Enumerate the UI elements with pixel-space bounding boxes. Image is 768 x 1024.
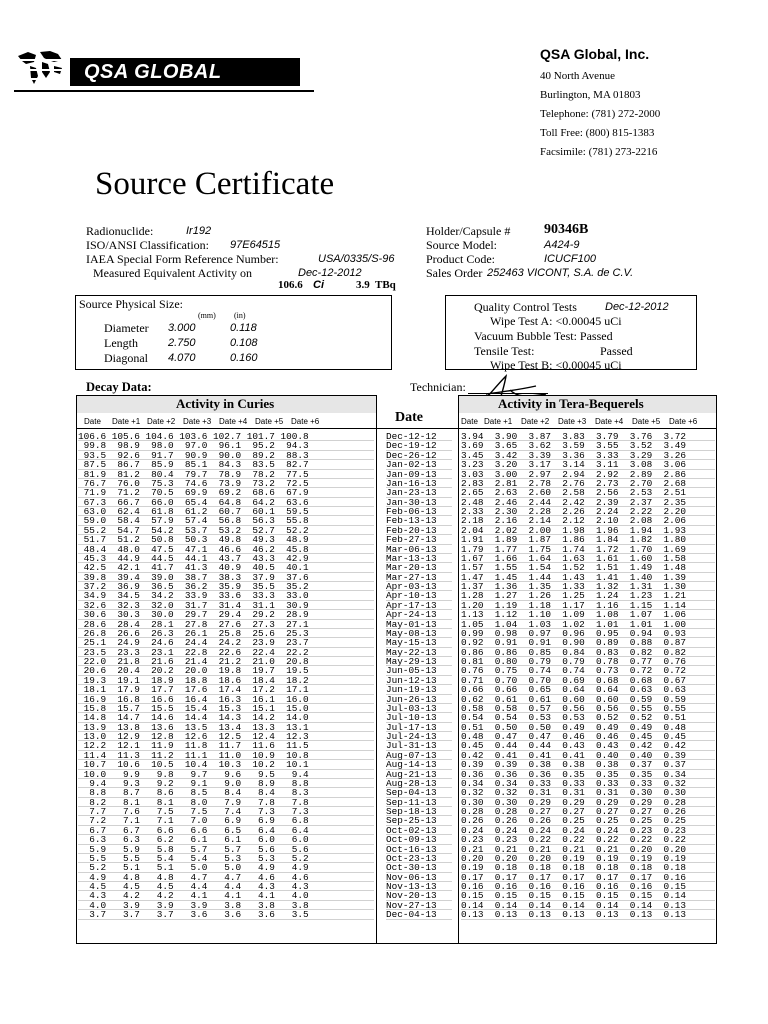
curie-row: 59.0 58.4 57.9 57.4 56.8 56.3 55.8 bbox=[78, 516, 374, 525]
date-row: Dec-26-12 bbox=[386, 451, 452, 460]
table-top-rule bbox=[76, 395, 376, 396]
tbq-row: 1.20 1.19 1.18 1.17 1.16 1.15 1.14 bbox=[461, 601, 715, 610]
date-row: Aug-07-13 bbox=[386, 751, 452, 760]
curie-row: 20.6 20.4 20.2 20.0 19.8 19.7 19.5 bbox=[78, 666, 374, 675]
tbq-row: 1.05 1.04 1.03 1.02 1.01 1.01 1.00 bbox=[461, 620, 715, 629]
date-row: Oct-23-13 bbox=[386, 854, 452, 863]
tbq-row: 3.94 3.90 3.87 3.83 3.79 3.76 3.72 bbox=[461, 432, 715, 441]
curie-col-header: Date +4 bbox=[219, 417, 248, 426]
date-row: Dec-04-13 bbox=[386, 910, 452, 919]
date-row: Oct-16-13 bbox=[386, 845, 452, 854]
tbq-row: 1.37 1.36 1.35 1.33 1.32 1.31 1.30 bbox=[461, 582, 715, 591]
tbq-row: 0.81 0.80 0.79 0.79 0.78 0.77 0.76 bbox=[461, 657, 715, 666]
date-row: Nov-27-13 bbox=[386, 901, 452, 910]
curie-row: 9.4 9.3 9.2 9.1 9.0 8.9 8.8 bbox=[78, 779, 374, 788]
tbq-table-title: Activity in Tera-Bequerels bbox=[498, 396, 644, 411]
length-mm: 2.750 bbox=[168, 337, 196, 349]
curie-row: 4.9 4.8 4.8 4.7 4.7 4.6 4.6 bbox=[78, 873, 374, 882]
curie-row: 25.1 24.9 24.6 24.4 24.2 23.9 23.7 bbox=[78, 638, 374, 647]
date-row: Jan-23-13 bbox=[386, 488, 452, 497]
date-row: May-08-13 bbox=[386, 629, 452, 638]
tbq-row: 1.47 1.45 1.44 1.43 1.41 1.40 1.39 bbox=[461, 573, 715, 582]
tbq-col-header: Date +1 bbox=[484, 417, 513, 426]
curie-row: 45.3 44.9 44.5 44.1 43.7 43.3 42.9 bbox=[78, 554, 374, 563]
date-row: Jan-09-13 bbox=[386, 470, 452, 479]
tbq-row: 0.54 0.54 0.53 0.53 0.52 0.52 0.51 bbox=[461, 713, 715, 722]
tbq-row: 0.92 0.91 0.91 0.90 0.89 0.88 0.87 bbox=[461, 638, 715, 647]
curie-row: 16.9 16.8 16.6 16.4 16.3 16.1 16.0 bbox=[78, 695, 374, 704]
curie-row: 11.4 11.3 11.2 11.1 11.0 10.9 10.8 bbox=[78, 751, 374, 760]
activity-tbq-unit: TBq bbox=[375, 279, 396, 291]
diagonal-label: Diagonal bbox=[104, 351, 148, 365]
qc-date: Dec-12-2012 bbox=[605, 301, 669, 313]
iaea-value: USA/0335/S-96 bbox=[318, 253, 395, 265]
tbq-row: 0.14 0.14 0.14 0.14 0.14 0.14 0.13 bbox=[461, 901, 715, 910]
date-row: Apr-10-13 bbox=[386, 591, 452, 600]
curie-row: 37.2 36.9 36.5 36.2 35.9 35.5 35.2 bbox=[78, 582, 374, 591]
radionuclide-label: Radionuclide: bbox=[86, 224, 154, 238]
tbq-row: 1.28 1.27 1.26 1.25 1.24 1.23 1.21 bbox=[461, 591, 715, 600]
date-row: Apr-03-13 bbox=[386, 582, 452, 591]
qc-tensile-label: Tensile Test: bbox=[474, 344, 535, 358]
mm-unit-label: (mm) bbox=[198, 311, 216, 320]
tbq-col-header: Date +2 bbox=[521, 417, 550, 426]
date-row: Mar-20-13 bbox=[386, 563, 452, 572]
date-row: May-01-13 bbox=[386, 620, 452, 629]
tbq-row: 0.66 0.66 0.65 0.64 0.64 0.63 0.63 bbox=[461, 685, 715, 694]
tbq-row: 0.15 0.15 0.15 0.15 0.15 0.15 0.14 bbox=[461, 891, 715, 900]
tbq-row: 0.28 0.28 0.27 0.27 0.27 0.27 0.26 bbox=[461, 807, 715, 816]
curie-col-header: Date bbox=[84, 417, 101, 426]
date-row: Jan-30-13 bbox=[386, 498, 452, 507]
sales-order-value: 252463 VICONT, S.A. de C.V. bbox=[487, 267, 634, 279]
activity-label: Measured Equivalent Activity on bbox=[93, 266, 252, 280]
page-title: Source Certificate bbox=[95, 166, 335, 202]
curies-table-body bbox=[78, 432, 374, 920]
activity-ci-value: 106.6 bbox=[278, 279, 303, 291]
holder-value: 90346B bbox=[544, 222, 589, 237]
date-row: Jul-24-13 bbox=[386, 732, 452, 741]
curie-col-header: Date +1 bbox=[112, 417, 141, 426]
iso-label: ISO/ANSI Classification: bbox=[86, 238, 209, 252]
curie-row: 99.8 98.9 98.0 97.0 96.1 95.2 94.3 bbox=[78, 441, 374, 450]
tbq-row: 3.23 3.20 3.17 3.14 3.11 3.08 3.06 bbox=[461, 460, 715, 469]
sales-order-label: Sales Order bbox=[426, 266, 483, 280]
date-row: Dec-12-12 bbox=[386, 432, 452, 441]
curie-row: 22.0 21.8 21.6 21.4 21.2 21.0 20.8 bbox=[78, 657, 374, 666]
tbq-row: 0.58 0.58 0.57 0.56 0.56 0.55 0.55 bbox=[461, 704, 715, 713]
curie-row: 8.2 8.1 8.1 8.0 7.9 7.8 7.8 bbox=[78, 798, 374, 807]
date-row: Mar-06-13 bbox=[386, 545, 452, 554]
date-row: Feb-20-13 bbox=[386, 526, 452, 535]
tbq-col-header: Date +5 bbox=[632, 417, 661, 426]
curie-row: 32.6 32.3 32.0 31.7 31.4 31.1 30.9 bbox=[78, 601, 374, 610]
date-row: Jul-31-13 bbox=[386, 741, 452, 750]
holder-label: Holder/Capsule # bbox=[426, 224, 511, 238]
date-row: Sep-18-13 bbox=[386, 807, 452, 816]
company-address-1: 40 North Avenue bbox=[540, 70, 615, 82]
date-row: Oct-30-13 bbox=[386, 863, 452, 872]
date-row: Nov-20-13 bbox=[386, 891, 452, 900]
curie-row: 63.0 62.4 61.8 61.2 60.7 60.1 59.5 bbox=[78, 507, 374, 516]
tbq-row: 1.13 1.12 1.10 1.09 1.08 1.07 1.06 bbox=[461, 610, 715, 619]
model-value: A424-9 bbox=[544, 239, 580, 251]
date-row: Jun-26-13 bbox=[386, 695, 452, 704]
tbq-col-header: Date +6 bbox=[669, 417, 698, 426]
header-bottom-rule bbox=[76, 428, 716, 429]
curie-row: 93.5 92.6 91.7 90.9 90.0 89.2 88.3 bbox=[78, 451, 374, 460]
curie-row: 26.8 26.6 26.3 26.1 25.8 25.6 25.3 bbox=[78, 629, 374, 638]
curie-row: 23.5 23.3 23.1 22.8 22.6 22.4 22.2 bbox=[78, 648, 374, 657]
date-row: Apr-17-13 bbox=[386, 601, 452, 610]
activity-ci-unit: Ci bbox=[313, 279, 324, 291]
diameter-label: Diameter bbox=[104, 321, 149, 335]
qc-tensile-value: Passed bbox=[600, 344, 633, 358]
activity-date: Dec-12-2012 bbox=[298, 267, 362, 279]
date-row: Jul-03-13 bbox=[386, 704, 452, 713]
tbq-row: 0.86 0.86 0.85 0.84 0.83 0.82 0.82 bbox=[461, 648, 715, 657]
curie-row: 10.0 9.9 9.8 9.7 9.6 9.5 9.4 bbox=[78, 770, 374, 779]
date-row: Feb-27-13 bbox=[386, 535, 452, 544]
curie-row: 14.8 14.7 14.6 14.4 14.3 14.2 14.0 bbox=[78, 713, 374, 722]
tbq-row: 0.76 0.75 0.74 0.74 0.73 0.72 0.72 bbox=[461, 666, 715, 675]
company-tollfree: Toll Free: (800) 815-1383 bbox=[540, 127, 655, 139]
curie-row: 42.5 42.1 41.7 41.3 40.9 40.5 40.1 bbox=[78, 563, 374, 572]
tbq-row: 2.18 2.16 2.14 2.12 2.10 2.08 2.06 bbox=[461, 516, 715, 525]
company-address-2: Burlington, MA 01803 bbox=[540, 89, 641, 101]
date-row: Sep-04-13 bbox=[386, 788, 452, 797]
date-row: Oct-02-13 bbox=[386, 826, 452, 835]
date-row: Sep-11-13 bbox=[386, 798, 452, 807]
length-label: Length bbox=[104, 336, 138, 350]
curie-row: 5.2 5.1 5.1 5.0 5.0 4.9 4.9 bbox=[78, 863, 374, 872]
date-row: Jun-05-13 bbox=[386, 666, 452, 675]
curie-row: 6.3 6.3 6.2 6.1 6.1 6.0 6.0 bbox=[78, 835, 374, 844]
date-row: Mar-13-13 bbox=[386, 554, 452, 563]
tbq-row: 0.39 0.39 0.38 0.38 0.38 0.37 0.37 bbox=[461, 760, 715, 769]
tbq-row: 0.17 0.17 0.17 0.17 0.17 0.17 0.16 bbox=[461, 873, 715, 882]
technician-label: Technician: bbox=[410, 380, 466, 394]
tbq-left-border bbox=[458, 395, 459, 944]
logo-divider bbox=[14, 90, 314, 92]
date-row: May-29-13 bbox=[386, 657, 452, 666]
curie-row: 18.1 17.9 17.7 17.6 17.4 17.2 17.1 bbox=[78, 685, 374, 694]
table-top-rule bbox=[458, 395, 716, 396]
company-fax: Facsimile: (781) 273-2216 bbox=[540, 146, 658, 158]
date-row: Jan-16-13 bbox=[386, 479, 452, 488]
date-row: Nov-13-13 bbox=[386, 882, 452, 891]
date-row: Jan-02-13 bbox=[386, 460, 452, 469]
curie-row: 34.9 34.5 34.2 33.9 33.6 33.3 33.0 bbox=[78, 591, 374, 600]
activity-tbq-value: 3.9 bbox=[356, 279, 370, 291]
date-row: Sep-25-13 bbox=[386, 816, 452, 825]
tbq-row: 2.33 2.30 2.28 2.26 2.24 2.22 2.20 bbox=[461, 507, 715, 516]
tbq-row: 1.79 1.77 1.75 1.74 1.72 1.70 1.69 bbox=[461, 545, 715, 554]
curies-right-border bbox=[376, 395, 377, 944]
tbq-row: 2.65 2.63 2.60 2.58 2.56 2.53 2.51 bbox=[461, 488, 715, 497]
date-row: Aug-14-13 bbox=[386, 760, 452, 769]
date-row: May-22-13 bbox=[386, 648, 452, 657]
date-row: Jul-10-13 bbox=[386, 713, 452, 722]
tbq-row: 0.16 0.16 0.16 0.16 0.16 0.16 0.15 bbox=[461, 882, 715, 891]
tbq-col-header: Date bbox=[461, 417, 478, 426]
tbq-row: 0.23 0.23 0.22 0.22 0.22 0.22 0.22 bbox=[461, 835, 715, 844]
curie-row: 4.5 4.5 4.5 4.4 4.4 4.3 4.3 bbox=[78, 882, 374, 891]
diagonal-in: 0.160 bbox=[230, 352, 258, 364]
curie-row: 10.7 10.6 10.5 10.4 10.3 10.2 10.1 bbox=[78, 760, 374, 769]
tbq-row: 3.45 3.42 3.39 3.36 3.33 3.29 3.26 bbox=[461, 451, 715, 460]
radionuclide-value: Ir192 bbox=[186, 225, 212, 237]
curie-row: 8.8 8.7 8.6 8.5 8.4 8.4 8.3 bbox=[78, 788, 374, 797]
tbq-col-header: Date +3 bbox=[558, 417, 587, 426]
date-row: May-15-13 bbox=[386, 638, 452, 647]
curie-row: 81.9 81.2 80.4 79.7 78.9 78.2 77.5 bbox=[78, 470, 374, 479]
curie-row: 5.9 5.9 5.8 5.7 5.7 5.6 5.6 bbox=[78, 845, 374, 854]
tbq-row: 2.83 2.81 2.78 2.76 2.73 2.70 2.68 bbox=[461, 479, 715, 488]
tbq-row: 0.13 0.13 0.13 0.13 0.13 0.13 0.13 bbox=[461, 910, 715, 919]
table-right-border bbox=[716, 395, 717, 944]
curie-row: 39.8 39.4 39.0 38.7 38.3 37.9 37.6 bbox=[78, 573, 374, 582]
curie-row: 13.9 13.8 13.6 13.5 13.4 13.3 13.1 bbox=[78, 723, 374, 732]
curie-row: 7.2 7.1 7.1 7.0 6.9 6.9 6.8 bbox=[78, 816, 374, 825]
date-row: Aug-21-13 bbox=[386, 770, 452, 779]
diameter-mm: 3.000 bbox=[168, 322, 196, 334]
table-left-border bbox=[76, 395, 77, 944]
curie-row: 106.6 105.6 104.6 103.6 102.7 101.7 100.8 bbox=[78, 432, 374, 441]
diameter-in: 0.118 bbox=[230, 322, 257, 334]
curie-col-header: Date +6 bbox=[291, 417, 320, 426]
iso-value: 97E64515 bbox=[230, 239, 281, 251]
globe-logo-icon bbox=[14, 46, 66, 88]
qc-vacuum-bubble: Vacuum Bubble Test: Passed bbox=[474, 329, 613, 343]
tbq-row: 0.99 0.98 0.97 0.96 0.95 0.94 0.93 bbox=[461, 629, 715, 638]
tbq-row: 0.19 0.18 0.18 0.18 0.18 0.18 0.18 bbox=[461, 863, 715, 872]
curie-row: 5.5 5.5 5.4 5.4 5.3 5.3 5.2 bbox=[78, 854, 374, 863]
tbq-row: 2.04 2.02 2.00 1.98 1.96 1.94 1.93 bbox=[461, 526, 715, 535]
date-row: Nov-06-13 bbox=[386, 873, 452, 882]
curie-row: 4.0 3.9 3.9 3.9 3.8 3.8 3.8 bbox=[78, 901, 374, 910]
date-row: Feb-06-13 bbox=[386, 507, 452, 516]
tbq-row: 1.91 1.89 1.87 1.86 1.84 1.82 1.80 bbox=[461, 535, 715, 544]
curie-row: 15.8 15.7 15.5 15.4 15.3 15.1 15.0 bbox=[78, 704, 374, 713]
tbq-col-header: Date +4 bbox=[595, 417, 624, 426]
tbq-row: 3.69 3.65 3.62 3.59 3.55 3.52 3.49 bbox=[461, 441, 715, 450]
date-column-header: Date bbox=[395, 410, 423, 425]
company-telephone: Telephone: (781) 272-2000 bbox=[540, 108, 661, 120]
curie-row: 7.7 7.6 7.5 7.5 7.4 7.3 7.3 bbox=[78, 807, 374, 816]
curie-row: 12.2 12.1 11.9 11.8 11.7 11.6 11.5 bbox=[78, 741, 374, 750]
date-row: Mar-27-13 bbox=[386, 573, 452, 582]
tbq-row: 0.26 0.26 0.26 0.25 0.25 0.25 0.25 bbox=[461, 816, 715, 825]
date-row: Jul-17-13 bbox=[386, 723, 452, 732]
iaea-label: IAEA Special Form Reference Number: bbox=[86, 252, 279, 266]
curie-row: 76.7 76.0 75.3 74.6 73.9 73.2 72.5 bbox=[78, 479, 374, 488]
in-unit-label: (in) bbox=[234, 311, 246, 320]
tbq-table-body bbox=[461, 432, 715, 920]
tbq-row: 0.30 0.30 0.29 0.29 0.29 0.29 0.28 bbox=[461, 798, 715, 807]
curie-row: 51.7 51.2 50.8 50.3 49.8 49.3 48.9 bbox=[78, 535, 374, 544]
table-bottom-rule bbox=[76, 943, 716, 944]
curie-row: 87.5 86.7 85.9 85.1 84.3 83.5 82.7 bbox=[78, 460, 374, 469]
tbq-row: 0.24 0.24 0.24 0.24 0.24 0.23 0.23 bbox=[461, 826, 715, 835]
date-row: Aug-28-13 bbox=[386, 779, 452, 788]
tbq-row: 0.20 0.20 0.20 0.19 0.19 0.19 0.19 bbox=[461, 854, 715, 863]
curie-row: 71.9 71.2 70.5 69.9 69.2 68.6 67.9 bbox=[78, 488, 374, 497]
curie-row: 48.4 48.0 47.5 47.1 46.6 46.2 45.8 bbox=[78, 545, 374, 554]
curie-col-header: Date +5 bbox=[255, 417, 284, 426]
physical-size-title: Source Physical Size: bbox=[79, 297, 183, 311]
product-label: Product Code: bbox=[426, 252, 495, 266]
length-in: 0.108 bbox=[230, 337, 258, 349]
model-label: Source Model: bbox=[426, 238, 497, 252]
curie-row: 19.3 19.1 18.9 18.8 18.6 18.4 18.2 bbox=[78, 676, 374, 685]
product-value: ICUCF100 bbox=[544, 253, 596, 265]
tbq-row: 0.21 0.21 0.21 0.21 0.21 0.20 0.20 bbox=[461, 845, 715, 854]
date-row: Feb-13-13 bbox=[386, 516, 452, 525]
qc-wipe-b: Wipe Test B: <0.00045 uCi bbox=[490, 358, 622, 372]
tbq-row: 0.34 0.34 0.33 0.33 0.33 0.33 0.32 bbox=[461, 779, 715, 788]
tbq-row: 0.62 0.61 0.61 0.60 0.60 0.59 0.59 bbox=[461, 695, 715, 704]
company-name: QSA Global, Inc. bbox=[540, 46, 650, 62]
curies-table-title: Activity in Curies bbox=[176, 396, 275, 411]
diagonal-mm: 4.070 bbox=[168, 352, 196, 364]
tbq-row: 0.36 0.36 0.36 0.35 0.35 0.35 0.34 bbox=[461, 770, 715, 779]
date-row: Jun-19-13 bbox=[386, 685, 452, 694]
date-row: Jun-12-13 bbox=[386, 676, 452, 685]
tbq-row: 0.71 0.70 0.70 0.69 0.68 0.68 0.67 bbox=[461, 676, 715, 685]
curie-row: 3.7 3.7 3.7 3.6 3.6 3.6 3.5 bbox=[78, 910, 374, 919]
decay-data-label: Decay Data: bbox=[86, 380, 152, 394]
curie-row: 28.6 28.4 28.1 27.8 27.6 27.3 27.1 bbox=[78, 620, 374, 629]
dates-table-body bbox=[386, 432, 452, 920]
curie-row: 4.3 4.2 4.2 4.1 4.1 4.1 4.0 bbox=[78, 891, 374, 900]
curie-col-header: Date +3 bbox=[183, 417, 212, 426]
tbq-row: 0.42 0.41 0.41 0.41 0.40 0.40 0.39 bbox=[461, 751, 715, 760]
date-row: Apr-24-13 bbox=[386, 610, 452, 619]
qc-wipe-a: Wipe Test A: <0.00045 uCi bbox=[490, 314, 622, 328]
date-row: Oct-09-13 bbox=[386, 835, 452, 844]
tbq-row: 0.32 0.32 0.31 0.31 0.31 0.30 0.30 bbox=[461, 788, 715, 797]
tbq-row: 0.48 0.47 0.47 0.46 0.46 0.45 0.45 bbox=[461, 732, 715, 741]
tbq-row: 3.03 3.00 2.97 2.94 2.92 2.89 2.86 bbox=[461, 470, 715, 479]
curie-row: 55.2 54.7 54.2 53.7 53.2 52.7 52.2 bbox=[78, 526, 374, 535]
qc-title: Quality Control Tests bbox=[474, 300, 577, 314]
tbq-row: 1.67 1.66 1.64 1.63 1.61 1.60 1.58 bbox=[461, 554, 715, 563]
curie-row: 6.7 6.7 6.6 6.6 6.5 6.4 6.4 bbox=[78, 826, 374, 835]
tbq-row: 0.45 0.44 0.44 0.43 0.43 0.42 0.42 bbox=[461, 741, 715, 750]
curie-row: 30.6 30.3 30.0 29.7 29.4 29.2 28.9 bbox=[78, 610, 374, 619]
curie-row: 13.0 12.9 12.8 12.6 12.5 12.4 12.3 bbox=[78, 732, 374, 741]
tbq-row: 2.48 2.46 2.44 2.42 2.39 2.37 2.35 bbox=[461, 498, 715, 507]
tbq-row: 0.51 0.50 0.50 0.49 0.49 0.49 0.48 bbox=[461, 723, 715, 732]
tbq-row: 1.57 1.55 1.54 1.52 1.51 1.49 1.48 bbox=[461, 563, 715, 572]
company-logo-text: QSA GLOBAL bbox=[70, 58, 300, 86]
curie-row: 67.3 66.7 66.0 65.4 64.8 64.2 63.6 bbox=[78, 498, 374, 507]
date-row: Dec-19-12 bbox=[386, 441, 452, 450]
curie-col-header: Date +2 bbox=[147, 417, 176, 426]
